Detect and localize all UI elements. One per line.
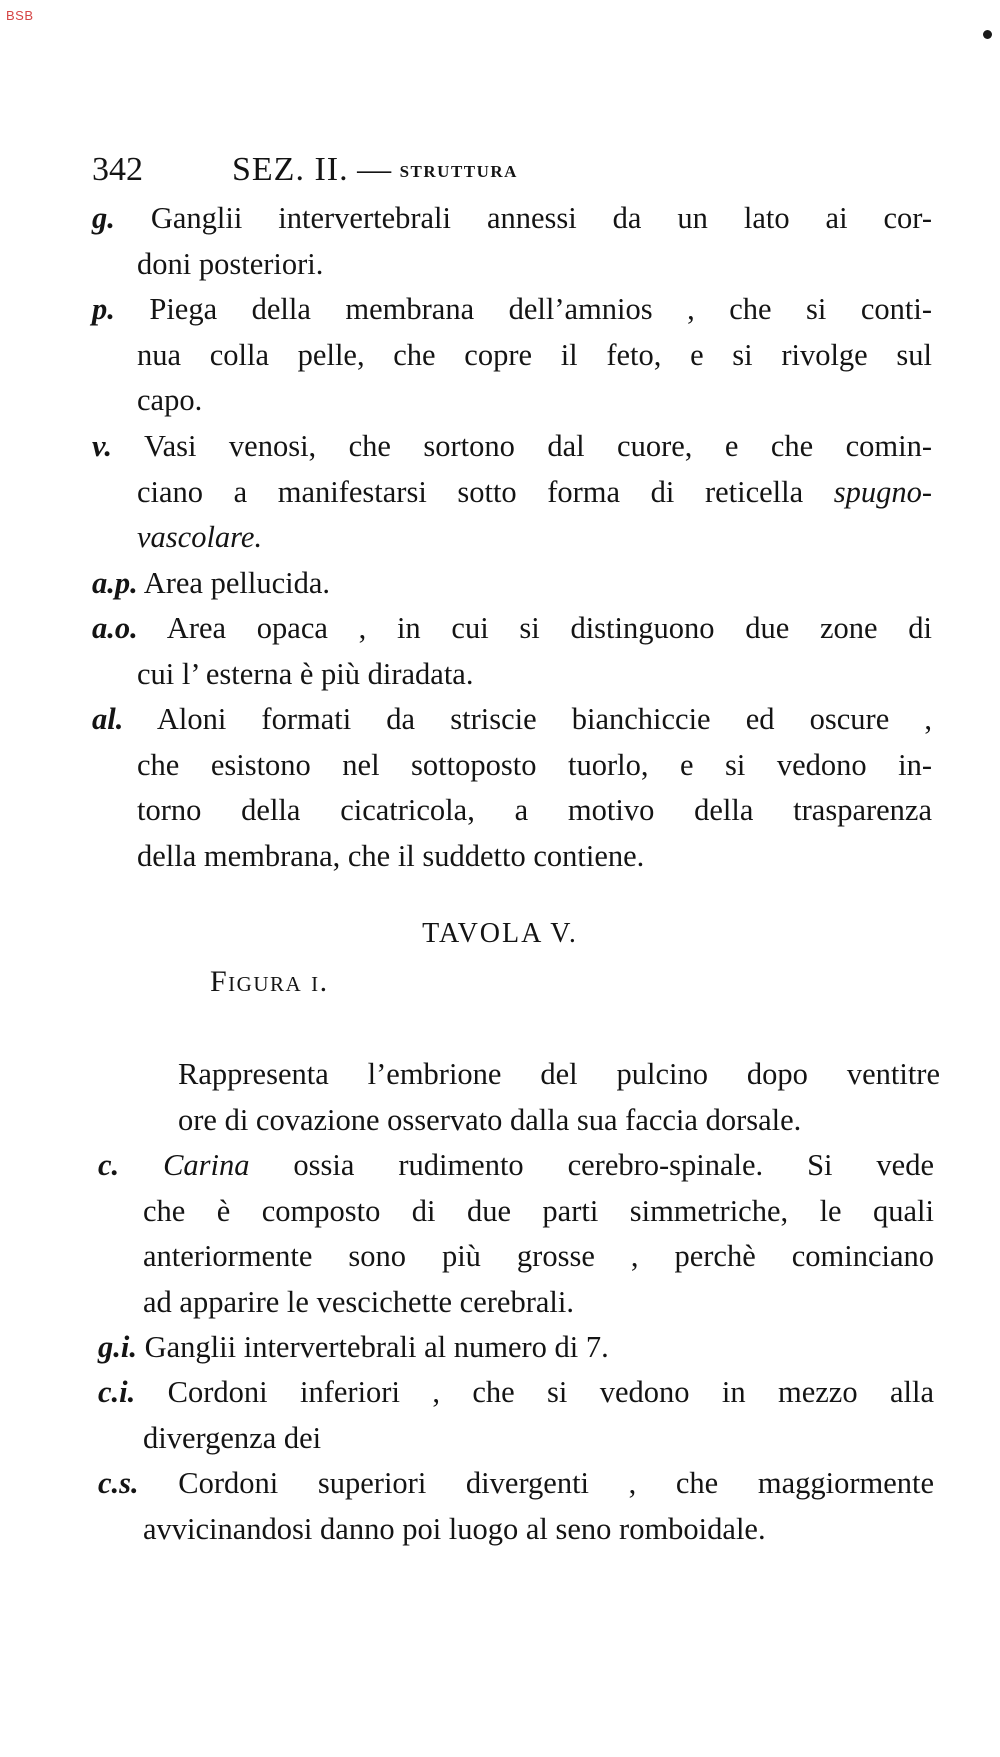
legend-entry-g [92, 196, 932, 287]
legend-entry-ap [92, 561, 932, 607]
entry-line: avvicinandosi danno poi luogo al seno romboidale. [143, 1511, 766, 1546]
entry-line: nua colla pelle, che copre il feto, e si rivolge sul [137, 337, 932, 372]
entry-line: cui l’ esterna è più diradata. [137, 656, 474, 691]
legend-entry-p [92, 287, 932, 424]
plate-title: TAVOLA V. [422, 918, 578, 949]
entry-key: al. [92, 702, 124, 736]
entry-line: g.i. Ganglii intervertebrali al numero di 7. [98, 1330, 609, 1364]
entry-line: a.p. Area pellucida. [92, 566, 330, 600]
legend-entry-ci [98, 1370, 934, 1461]
entry-key: c.s. [98, 1466, 139, 1500]
entry-key: v. [92, 429, 113, 463]
entry-line: v. Vasi venosi, che sortono dal cuore, e che comin- [92, 429, 932, 463]
description-line: ore di covazione osservato dalla sua faccia dorsale. [178, 1102, 802, 1137]
entry-key: g. [92, 201, 115, 235]
entry-line: p. Piega della membrana dell’amnios , che si conti- [92, 292, 933, 326]
page-number: 342 [92, 151, 143, 188]
entry-line: che è composto di due parti simmetriche, le quali [143, 1193, 934, 1228]
entry-key: c. [98, 1148, 120, 1182]
entry-key: a.o. [92, 611, 138, 645]
legend-entry-v [92, 424, 932, 561]
entry-line: g. Ganglii intervertebrali annessi da un lato ai cor- [92, 201, 932, 235]
library-watermark: BSB [6, 8, 34, 23]
entry-line: vascolare. [137, 520, 263, 554]
entry-line: torno della cicatricola, a motivo della trasparenza [137, 793, 932, 827]
entry-key: a.p. [92, 566, 138, 600]
header-dash: — [357, 151, 392, 188]
section-label: SEZ. II. [232, 151, 349, 188]
figure-description [178, 1052, 940, 1143]
italic-term: Carina [163, 1148, 250, 1182]
legend-entry-ao [92, 606, 932, 697]
entry-line: che esistono nel sottoposto tuorlo, e si vedono in- [137, 747, 932, 782]
running-header [92, 150, 952, 192]
figure-title: Figura i. [210, 965, 329, 998]
legend-entry-gi [98, 1325, 934, 1371]
entry-key: p. [92, 292, 115, 326]
entry-line: ciano a manifestarsi sotto forma di reticella spugno- [137, 474, 933, 509]
entry-line: della membrana, che il suddetto contiene. [137, 838, 645, 873]
entry-line: c.s. Cordoni superiori divergenti , che maggiormente [98, 1466, 935, 1500]
description-line: Rappresenta l’embrione del pulcino dopo ventitre [178, 1057, 940, 1091]
entry-line: c.i. Cordoni inferiori , che si vedono in mezzo alla [98, 1375, 934, 1409]
entry-line: doni posteriori. [137, 246, 324, 281]
ink-dot [983, 30, 992, 39]
entry-key: g.i. [98, 1330, 137, 1364]
entry-line: al. Aloni formati da striscie bianchiccie ed oscure , [92, 702, 932, 736]
entry-line: capo. [137, 383, 203, 417]
legend-entry-al [92, 697, 932, 879]
section-subject: STRUTTURA [399, 162, 518, 181]
legend-entry-cs [98, 1461, 934, 1552]
italic-term: spugno- [833, 474, 933, 509]
entry-line: divergenza dei [143, 1420, 322, 1455]
entry-line: anteriormente sono più grosse , perchè cominciano [143, 1239, 934, 1273]
entry-line: a.o. Area opaca , in cui si distinguono due zone di [92, 611, 932, 645]
entry-key: c.i. [98, 1375, 136, 1409]
legend-entry-c [98, 1143, 934, 1325]
entry-line: ad apparire le vescichette cerebrali. [143, 1284, 574, 1319]
entry-line: c. Carina ossia rudimento cerebro-spinale. Si vede [98, 1148, 934, 1182]
